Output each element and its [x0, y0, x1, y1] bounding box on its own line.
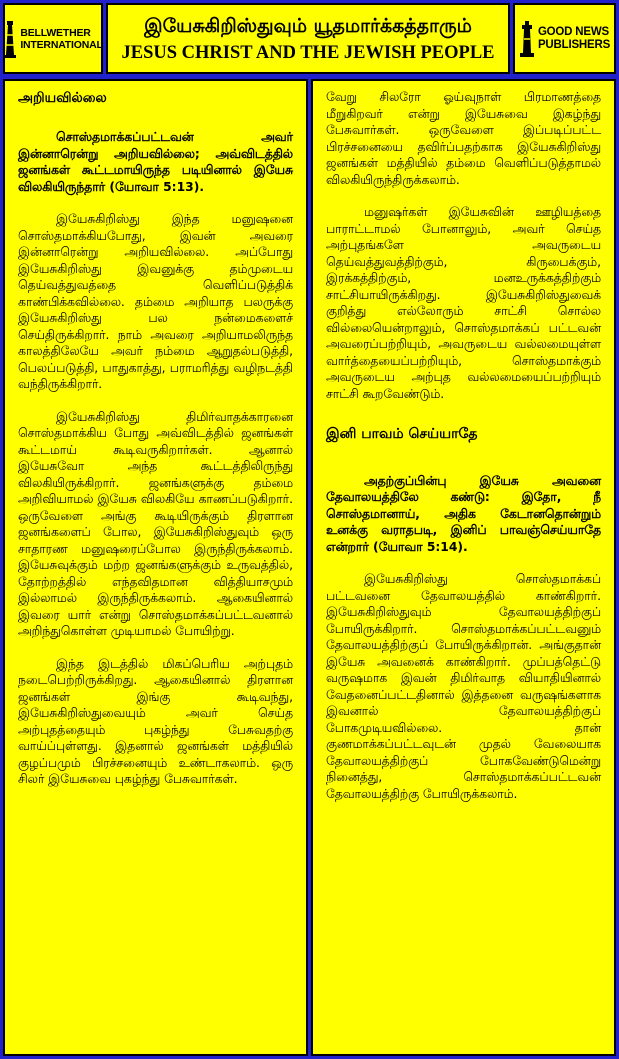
- title-english: JESUS CHRIST AND THE JEWISH PEOPLE: [121, 43, 495, 63]
- paragraph: இயேசுகிறிஸ்து இந்த மனுஷனை சொஸ்தமாக்கியபோது, இவன் அவரை இன்னாரென்று அறியவில்லை. அப்போது இயேசுகிறிஸ்து இவனுக்கு தம்முடைய தெய்வத்துவத்தை வெளிப்படுத்திக் காண்பிக்கவில்லை. தம்மை அறியாத பலருக்கு இயேசுகிறிஸ்து பல நன்மைகளைச் செய்திருக்கிறார். நாம் அவரை அறியாமலிருந்த காலத்திலேயே அவர் நம்மை ஆறுதல்படுத்தி, பெலப்படுத்தி, பாதுகாத்து, பராமரித்து வழிநடத்தி வந்திருக்கிறார்.: [18, 212, 293, 391]
- bellwether-logo: [3, 3, 103, 74]
- title-banner: [106, 3, 510, 74]
- section-heading-unknown: அறியவில்லை: [18, 90, 107, 106]
- section-heading-sin-no-more: இனி பாவம் செய்யாதே: [326, 426, 478, 442]
- good-news-logo: [513, 3, 616, 74]
- right-column: [311, 79, 616, 1056]
- left-column: [3, 79, 308, 1056]
- paragraph: இந்த இடத்தில் மிகப்பெரிய அற்புதம் நடைபெற்றிருக்கிறது. ஆகையினால் திரளான ஜனங்கள் இங்கு கூடிவந்து, இயேசுகிறிஸ்துவையும் அவர் செய்த அற்புதத்தையும் புகழ்ந்து பேசுவதற்கு வாய்ப்புள்ளது. இதனால் ஜனங்கள் மத்தியில் குழப்பமும் பிரச்சனையும் உண்டாகலாம். ஒரு சிலர் இயேசுவை புகழ்ந்து பேசுவார்கள்.: [18, 656, 293, 786]
- right-logo-line1: GOOD NEWS: [537, 25, 609, 38]
- verse-john-5-14: அதற்குப்பின்பு இயேசு அவனை தேவாலயத்திலே கண்டு: இதோ, நீ சொஸ்தமானாய், அதிக கேடானதொன்றும் உனக்கு வராதபடி, இனிப் பாவஞ்செய்யாதே என்றார் (யோவா 5:14).: [326, 473, 601, 554]
- lighthouse-icon: [3, 19, 17, 59]
- paragraph-continuation: வேறு சிலரோ ஓய்வுநாள் பிரமாணத்தை மீறுகிறவர் என்று இயேசுவை இகழ்ந்து பேசுவார்கள். ஒருவேளை இப்படிப்பட்ட பிரச்சனையை தவிர்ப்பதற்காக இயேசுகிறிஸ்து ஜனங்கள் மத்தியில் தம்மை வெளிப்படுத்தாமல் விலகியிருந்திருக்கலாம்.: [326, 90, 601, 187]
- lamp-icon: [519, 19, 535, 59]
- left-logo-line2: INTERNATIONAL: [20, 38, 103, 51]
- paragraph: மனுஷர்கள் இயேசுவின் ஊழியத்தை பாராட்டாமல் போனாலும், அவர் செய்த அற்புதங்களே அவருடைய தெய்வத்துவத்திற்கும், கிருபைக்கும், இரக்கத்திற்கும், மனஉருக்கத்திற்கும் சாட்சியாயிருக்கிறது. இயேசுகிறிஸ்துவைக் குறித்து எல்லோரும் சாட்சி சொல்ல வில்லையென்றாலும், சொஸ்தமாக்கப் பட்டவன் அவரைப்பற்றியும், அவருடைய வல்லமையுள்ள வார்த்தையைப்பற்றியும், சொஸ்தமாக்கும் அவருடைய அற்புத வல்லமையைப்பற்றியும் சாட்சி கூறவேண்டும்.: [326, 205, 601, 401]
- title-tamil: இயேசுகிறிஸ்துவும் யூதமார்க்கத்தாரும்: [144, 15, 472, 37]
- verse-john-5-13: சொஸ்தமாக்கப்பட்டவன் அவர் இன்னாரென்று அறியவில்லை; அவ்விடத்தில் ஜனங்கள் கூட்டமாயிருந்த படியினால் இயேசு விலகியிருந்தார் (யோவா 5:13).: [18, 130, 293, 194]
- paragraph: இயேசுகிறிஸ்து திமிர்வாதக்காரனை சொஸ்தமாக்கிய போது அவ்விடத்தில் ஜனங்கள் கூட்டமாய் கூடிவருகிறார்கள். ஆனால் இயேசுவோ அந்த கூட்டத்திலிருந்து விலகியிருக்கிறார். ஜனங்களுக்கு தம்மை அறிவியாமல் இயேசு விலகியே காணப்படுகிறார். ஒருவேளை அங்கு கூடியிருக்கும் திரளான ஜனங்களைப் போல, இயேசுகிறிஸ்துவும் ஒரு சாதாரண மனுஷரைப்போல இருந்திருக்கலாம். இயேசுவுக்கும் மற்ற ஜனங்களுக்கும் உருவத்தில், தோற்றத்தில் எந்தவிதமான வித்தியாசமும் இல்லாமல் இருந்திருக்கலாம். ஆகையினால் இவரை யார் என்று சொஸ்தமாக்கப்பட்டவனால் அறிந்துகொள்ள முடியாமல் போயிற்று.: [18, 409, 293, 638]
- left-logo-line1: BELLWETHER: [20, 26, 91, 39]
- right-logo-line2: PUBLISHERS: [537, 38, 611, 51]
- paragraph: இயேசுகிறிஸ்து சொஸ்தமாக்கப் பட்டவனை தேவாலயத்தில் காண்கிறார். இயேசுகிறிஸ்துவும் தேவாலயத்திற்குப் போயிருக்கிறார். சொஸ்தமாக்கப்பட்டவனும் தேவாலயத்திற்குப் போயிருக்கிறான். அங்குதான் இயேசு அவனைக் காண்கிறார். முப்பத்தெட்டு வருஷமாக இவன் திமிர்வாத வியாதியினால் வேதனைப்பட்டதினால் இத்தனை வருஷங்களாக இவனால் தேவாலயத்திற்குப் போகமுடியவில்லை. தான் குணமாக்கப்பட்டவுடன் முதல் வேலையாக தேவாலயத்திற்குப் போகவேண்டுமென்று நினைத்து, சொஸ்தமாக்கப்பட்டவன் தேவாலயத்திற்கு போயிருக்கலாம்.: [326, 572, 601, 801]
